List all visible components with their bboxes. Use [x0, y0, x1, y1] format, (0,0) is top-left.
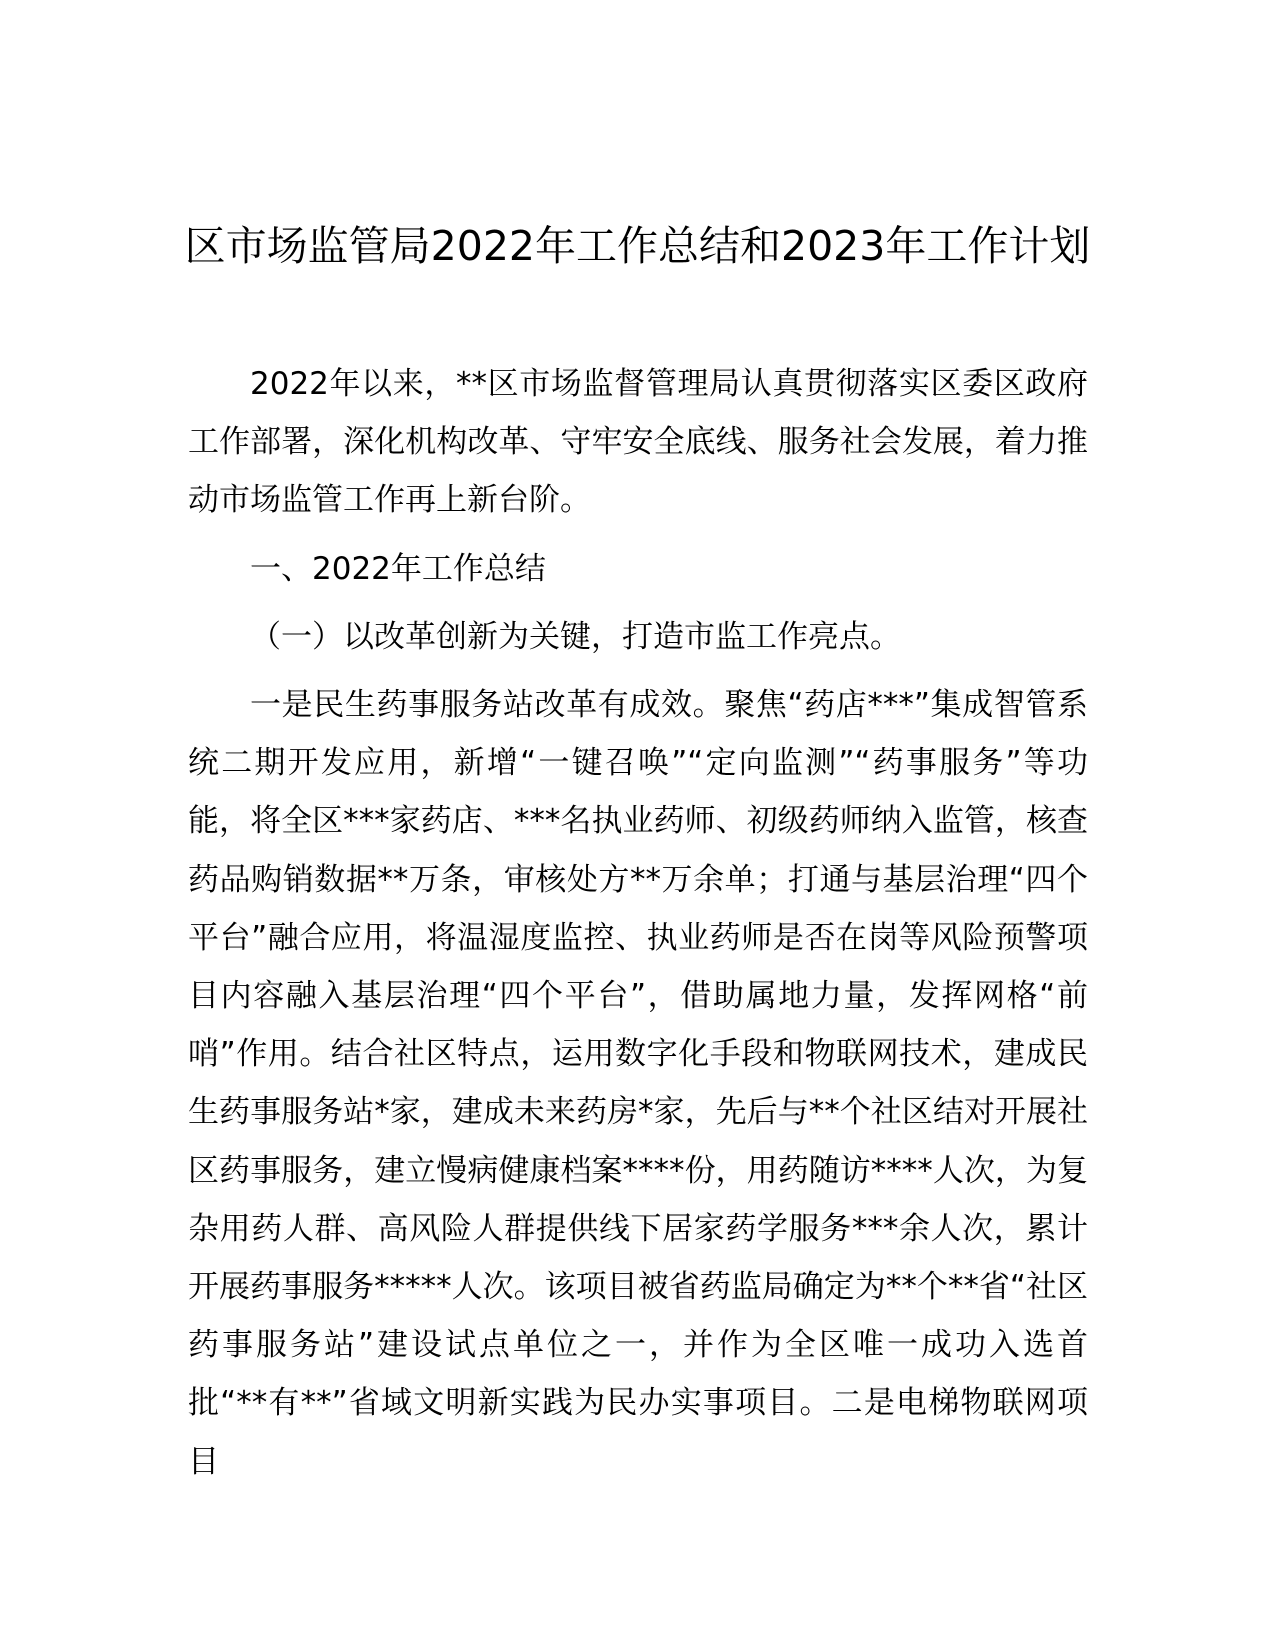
- body-paragraph: 一是民生药事服务站改革有成效。聚焦“药店***”集成智管系统二期开发应用，新增“一键召唤”“定向监测”“药事服务”等功能，将全区***家药店、***名执业药师、初级药师纳入监管，核查药品购销数据**万条，审核处方**万余单；打通与基层治理“四个平台”融合应用，将温湿度监控、执业药师是否在岗等风险预警项目内容融入基层治理“四个平台”，借助属地力量，发挥网格“前哨”作用。结合社区特点，运用数字化手段和物联网技术，建成民生药事服务站*家，建成未来药房*家，先后与**个社区结对开展社区药事服务，建立慢病健康档案****份，用药随访****人次，为复杂用药人群、高风险人群提供线下居家药学服务***余人次，累计开展药事服务*****人次。该项目被省药监局确定为**个**省“社区药事服务站”建设试点单位之一，并作为全区唯一成功入选首批“**有**”省域文明新实践为民办实事项目。二是电梯物联网项目: [188, 687, 1088, 1480]
- subsection-heading: （一）以改革创新为关键，打造市监工作亮点。: [250, 618, 901, 655]
- document-title: 区市场监管局2022年工作总结和2023年工作计划: [184, 222, 1091, 271]
- document-body: [188, 355, 1088, 1491]
- intro-paragraph: 2022年以来，**区市场监督管理局认真贯彻落实区委区政府工作部署，深化机构改革、守牢安全底线、服务社会发展，着力推动市场监管工作再上新台阶。: [188, 366, 1088, 519]
- section-heading: 一、2022年工作总结: [250, 550, 546, 587]
